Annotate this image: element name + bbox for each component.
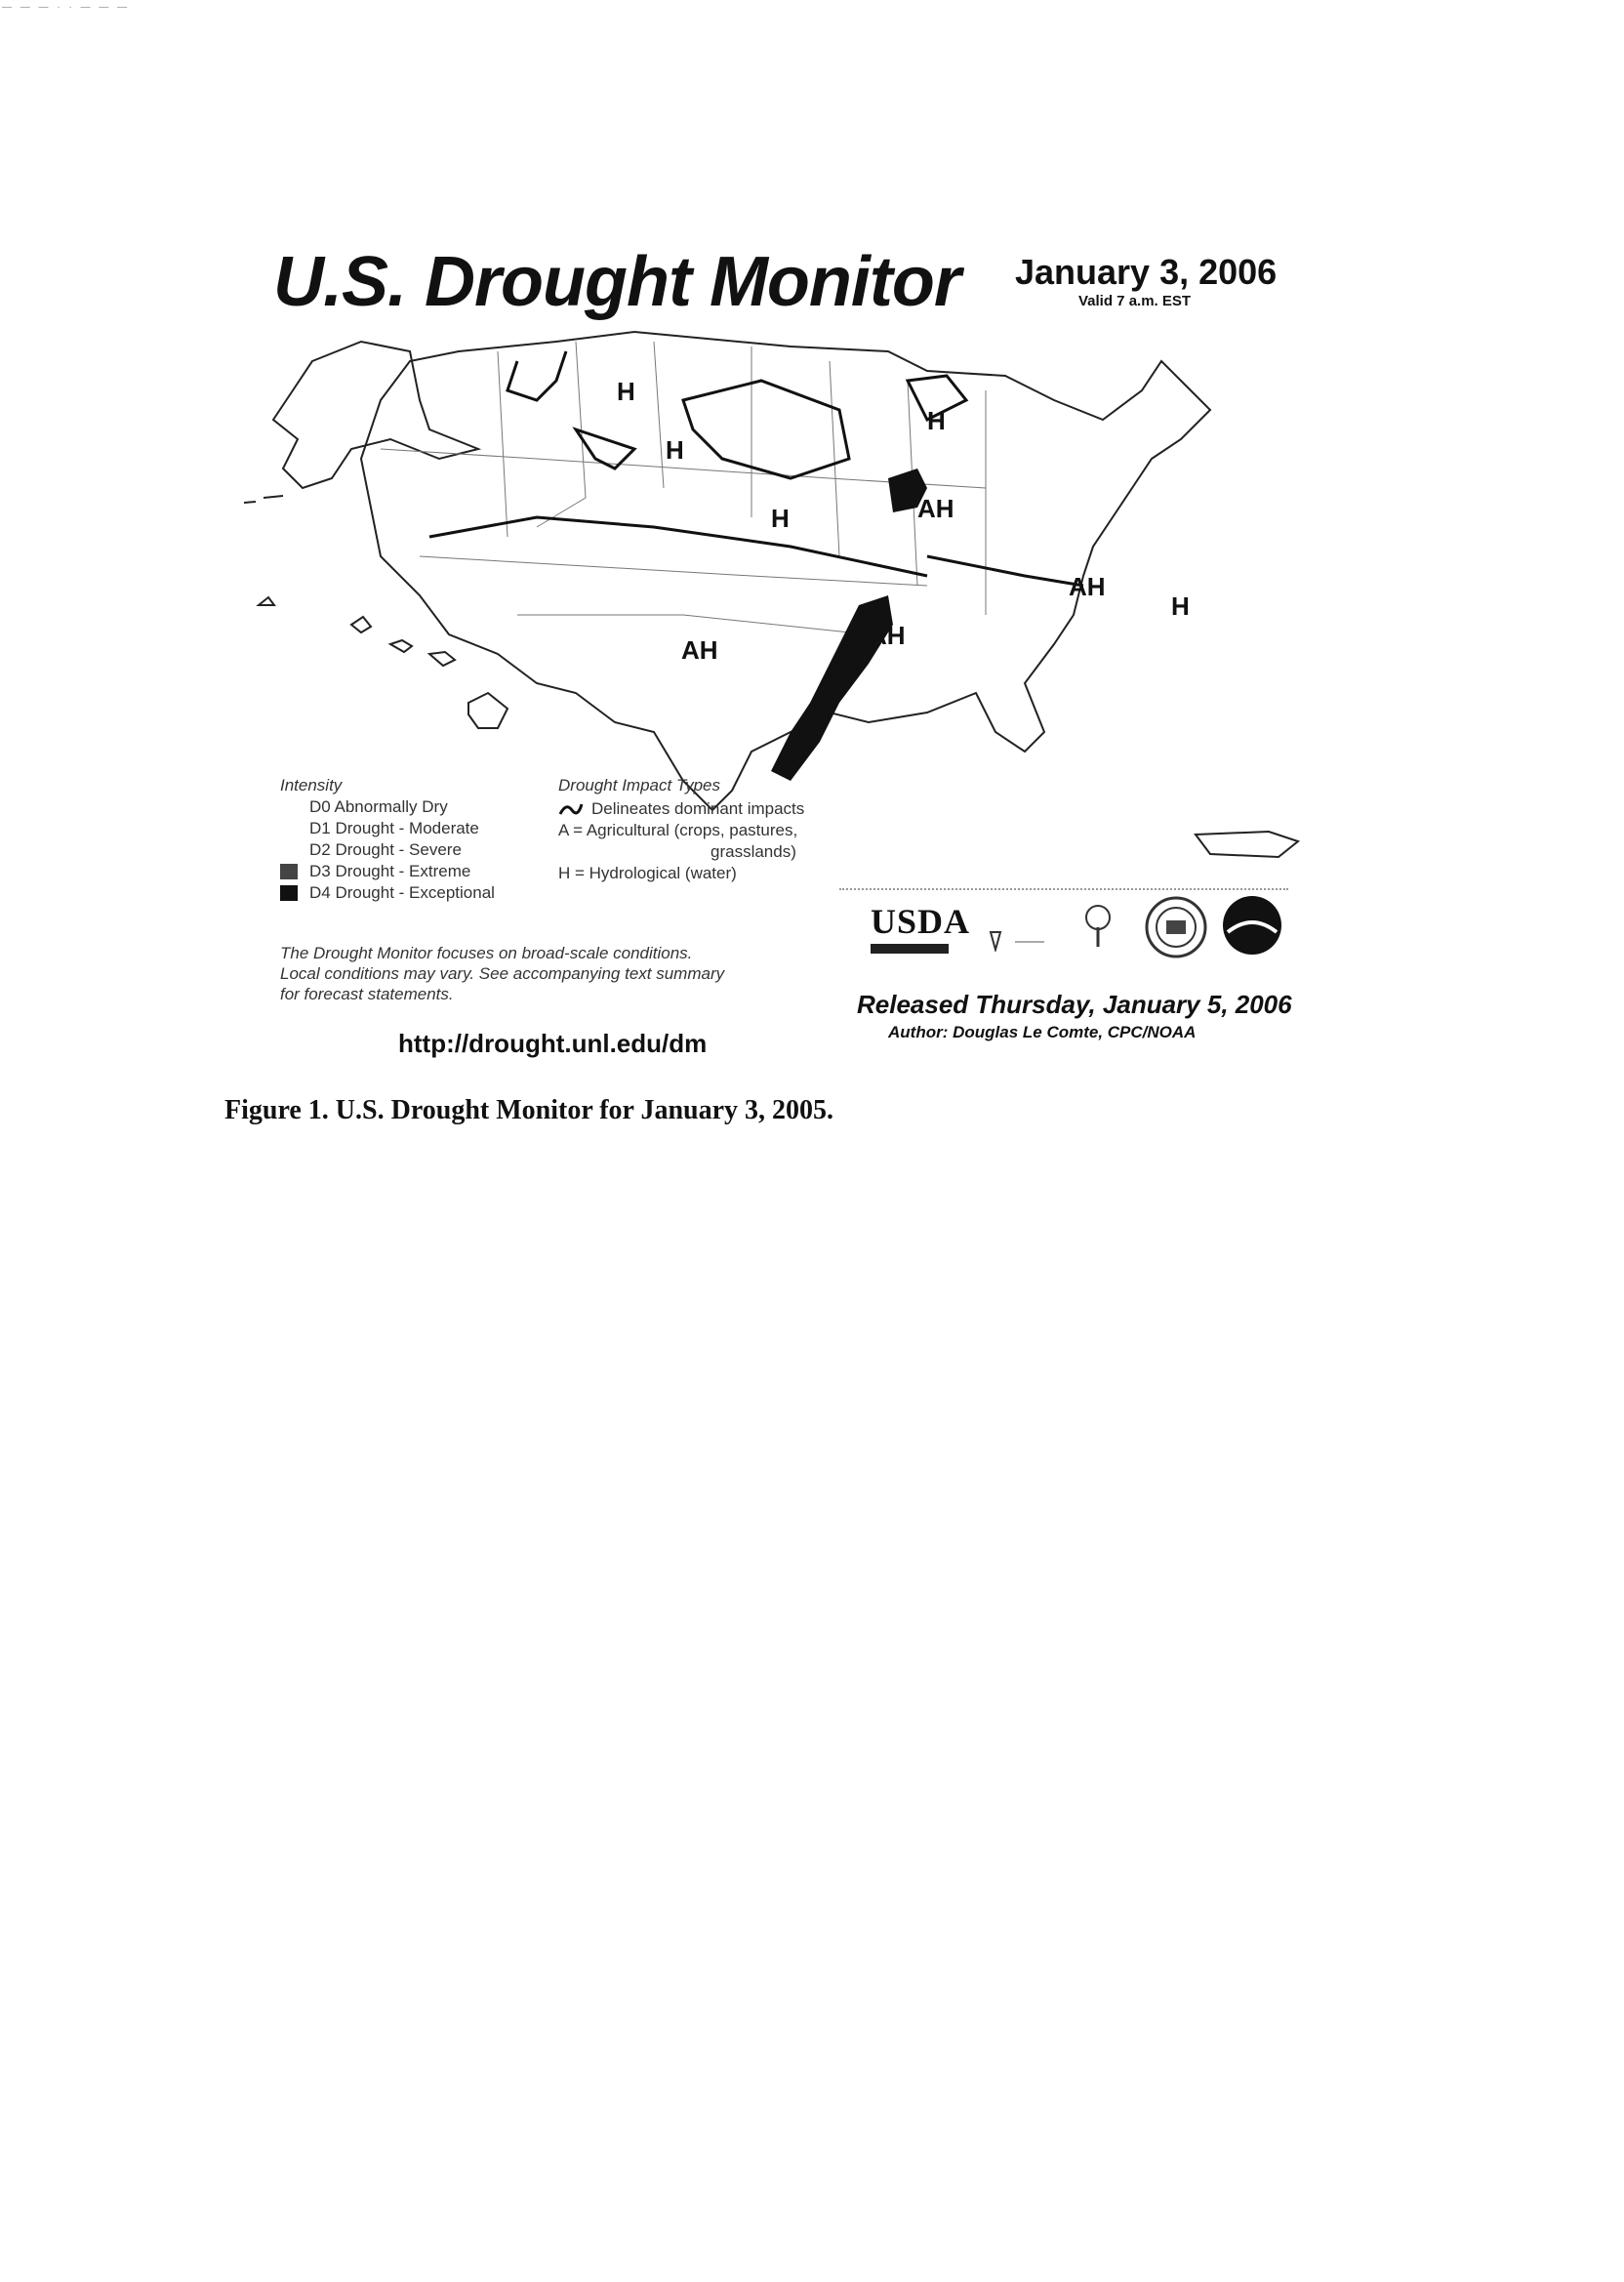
intensity-swatch: [280, 864, 298, 879]
map-label: AH: [869, 621, 906, 650]
intensity-swatch: [280, 885, 298, 901]
intensity-title: Intensity: [280, 776, 343, 795]
map-label: AH: [917, 494, 954, 523]
scan-marks: — — — · · — — —: [2, 2, 131, 13]
doc-seal-icon: [1142, 893, 1210, 961]
impact-title: Drought Impact Types: [558, 776, 720, 795]
intensity-item: D3 Drought - Extreme: [280, 862, 495, 881]
map-label: H: [771, 504, 790, 533]
map-label: H: [666, 435, 684, 465]
alaska-chain: [244, 496, 283, 508]
figure-caption: Figure 1. U.S. Drought Monitor for January 3, 2005.: [224, 1095, 834, 1125]
impact-item: A = Agricultural (crops, pastures,: [558, 821, 798, 839]
map-label: H: [617, 377, 635, 406]
note-line: Local conditions may vary. See accompanying text summary: [280, 964, 725, 983]
hawaii-islands: [259, 597, 508, 728]
release-date: Released Thursday, January 5, 2006: [857, 990, 1292, 1019]
map-label: H: [1171, 591, 1190, 621]
intensity-item: D2 Drought - Severe: [280, 840, 495, 860]
intensity-item: D1 Drought - Moderate: [280, 819, 495, 838]
tree-icon: [1078, 903, 1117, 952]
logo-row: [839, 883, 1288, 971]
intensity-legend: [280, 776, 495, 903]
intensity-swatch: [280, 799, 298, 815]
impact-legend: [558, 776, 804, 883]
page-title: U.S. Drought Monitor: [273, 243, 960, 321]
map-label: AH: [681, 635, 718, 665]
intensity-item: D0 Abnormally Dry: [280, 797, 495, 817]
valid-time: Valid 7 a.m. EST: [1078, 293, 1192, 309]
impact-line-icon: [558, 802, 584, 816]
source-url: http://drought.unl.edu/dm: [398, 1029, 708, 1058]
disclaimer-note: [280, 943, 836, 1004]
puerto-rico: [1196, 832, 1298, 857]
usda-logo: USDA: [871, 901, 970, 954]
ndmc-logo: [986, 903, 1054, 952]
intensity-swatch: [280, 821, 298, 836]
noaa-logo: [1220, 893, 1284, 958]
impact-item: H = Hydrological (water): [558, 864, 737, 882]
note-line: for forecast statements.: [280, 985, 454, 1003]
intensity-swatch: [280, 842, 298, 858]
map-date: January 3, 2006: [1015, 252, 1278, 292]
map-label: AH: [1069, 572, 1106, 601]
note-line: The Drought Monitor focuses on broad-scale conditions.: [280, 944, 693, 962]
impact-item: Delineates dominant impacts: [558, 799, 804, 819]
map-label: H: [927, 406, 946, 435]
author: Author: Douglas Le Comte, CPC/NOAA: [888, 1023, 1197, 1041]
conus-outline: [361, 332, 1210, 810]
impact-item: grasslands): [710, 842, 796, 861]
intensity-item: D4 Drought - Exceptional: [280, 883, 495, 903]
